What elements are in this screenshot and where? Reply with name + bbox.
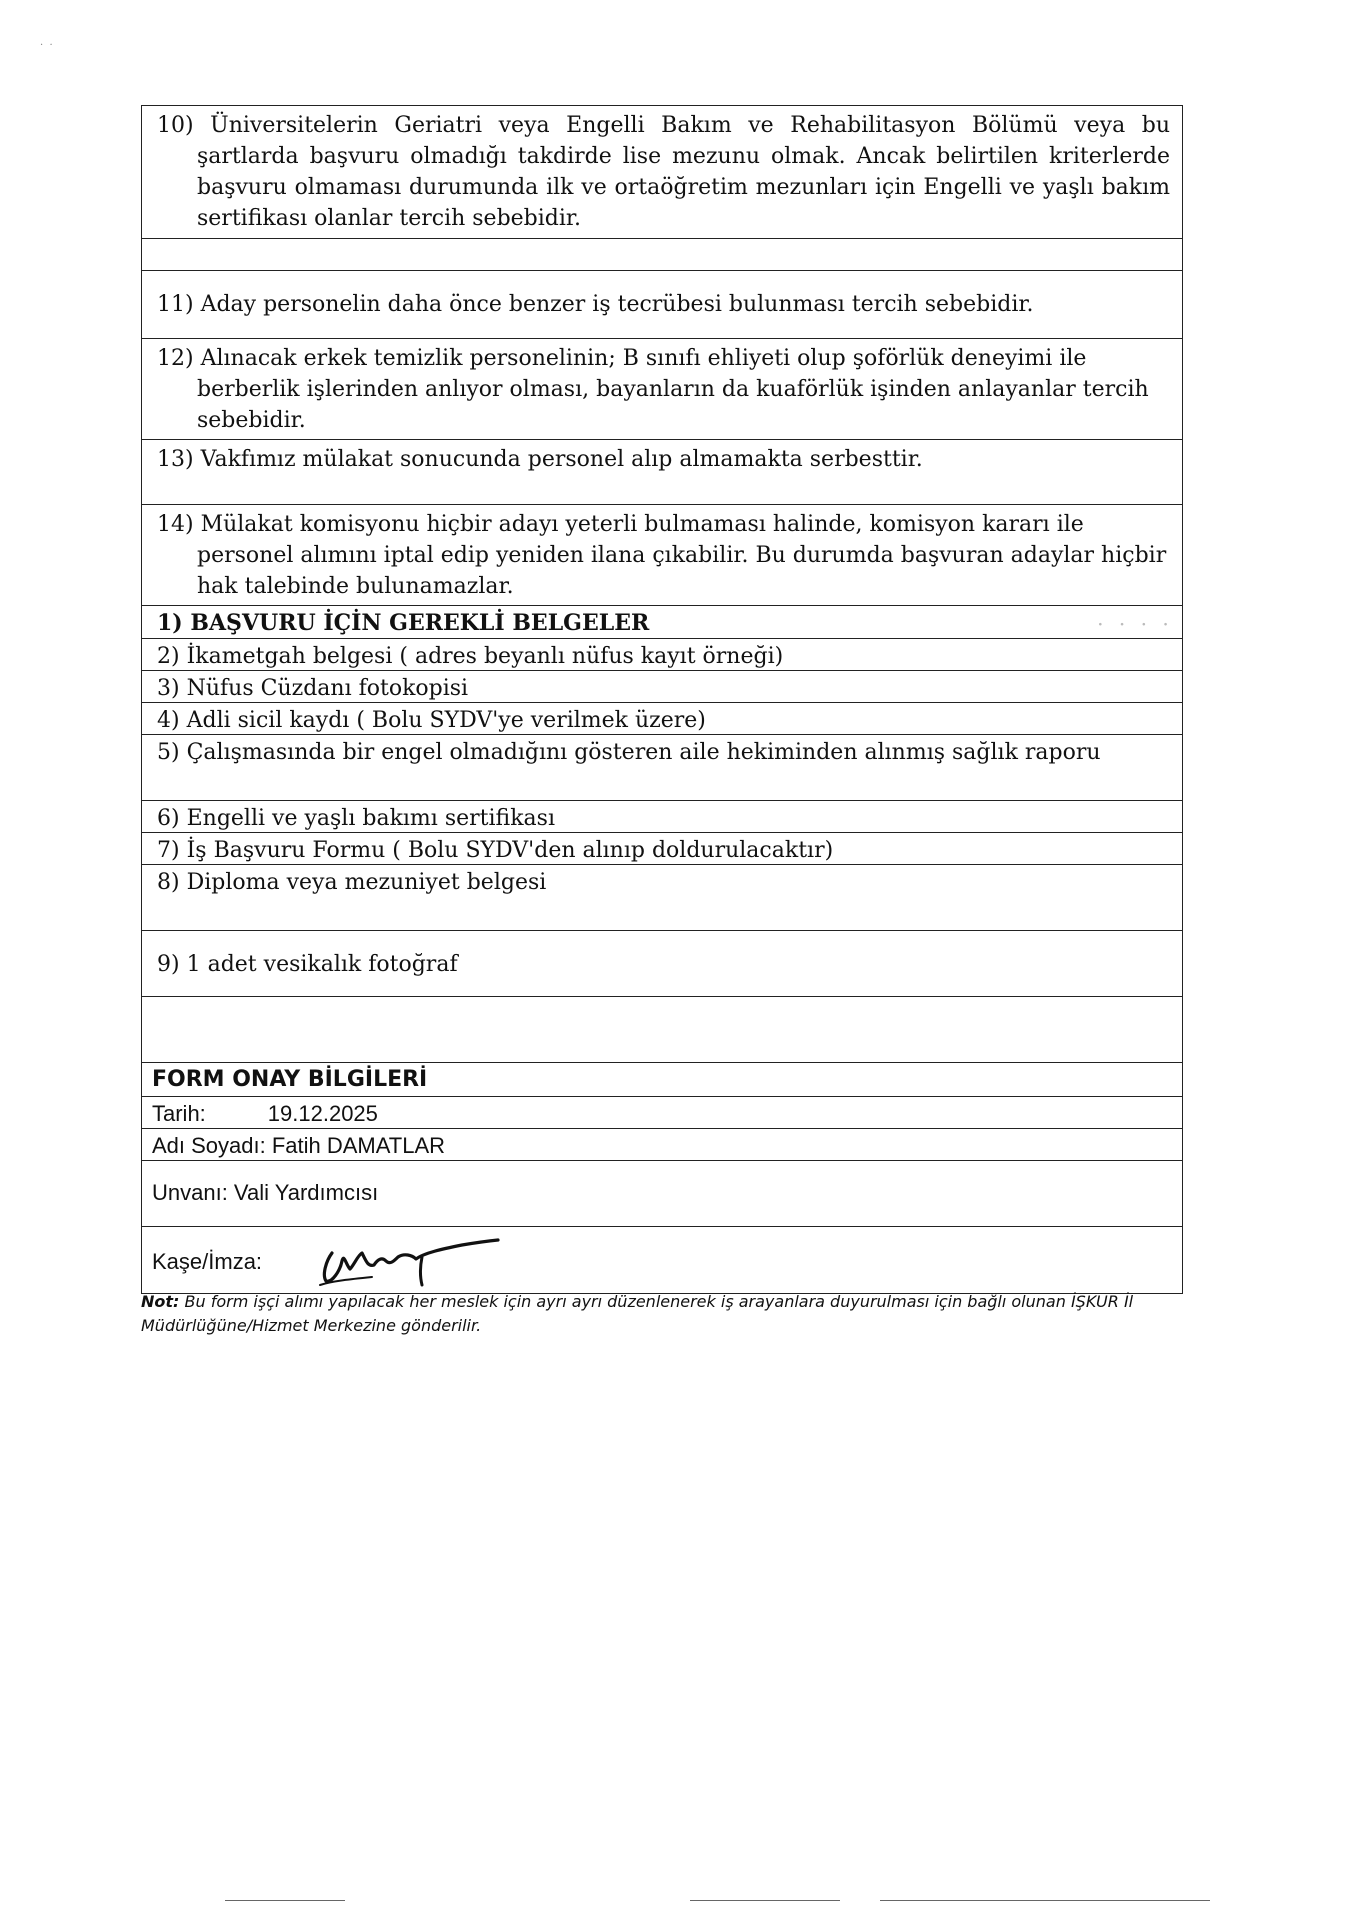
document-number: 7): [157, 838, 180, 863]
condition-number: 12): [157, 346, 194, 371]
signature-image: [312, 1231, 502, 1289]
scan-marks: · ·: [40, 40, 53, 51]
footnote-text: Bu form işçi alımı yapılacak her meslek için ayrı ayrı düzenlenerek iş arayanlara duyurulması için bağlı olunan İŞKUR İl Müdürlüğüne/Hizmet Merkezine gönderilir.: [141, 1292, 1134, 1335]
condition-text: Mülakat komisyonu hiçbir adayı yeterli bulmaması halinde, komisyon kararı ile personel alımını iptal edip yeniden ilana çıkabilir. Bu durumda başvuran adaylar hiçbir hak talebinde bulunamazlar.: [197, 512, 1167, 599]
document-item-4: [141, 703, 1183, 735]
stamp-signature-row: [141, 1227, 1183, 1294]
document-number: 3): [157, 676, 180, 701]
scan-edge-line: [690, 1900, 840, 1901]
condition-row-13: [141, 440, 1183, 505]
condition-row-11: [141, 271, 1183, 339]
date-value: 19.12.2025: [267, 1101, 378, 1126]
condition-number: 14): [157, 512, 194, 537]
documents-heading: BAŞVURU İÇİN GEREKLİ BELGELER: [190, 610, 650, 636]
full-name: Adı Soyadı: Fatih DAMATLAR: [152, 1133, 446, 1158]
document-number: 5): [157, 740, 180, 765]
empty-row: [141, 997, 1183, 1063]
form-approval-heading: FORM ONAY BİLGİLERİ: [152, 1067, 428, 1092]
document-item-2: [141, 639, 1183, 671]
form-approval-heading-row: [141, 1063, 1183, 1097]
footnote-label: Not:: [141, 1292, 180, 1311]
document-number: 4): [157, 708, 180, 733]
document-number: 6): [157, 806, 180, 831]
document-text: Adli sicil kaydı ( Bolu SYDV'ye verilmek üzere): [186, 708, 706, 733]
document-item-3: [141, 671, 1183, 703]
document-text: Nüfus Cüzdanı fotokopisi: [186, 676, 469, 701]
condition-number: 13): [157, 447, 194, 472]
job-title: Unvanı: Vali Yardımcısı: [152, 1180, 379, 1205]
condition-row-10: [141, 106, 1183, 239]
document-number: 9): [157, 952, 180, 977]
name-row: [141, 1129, 1183, 1161]
document-text: 1 adet vesikalık fotoğraf: [186, 952, 458, 977]
condition-row-12: [141, 339, 1183, 440]
title-row: [141, 1161, 1183, 1227]
document-text: Engelli ve yaşlı bakımı sertifikası: [186, 806, 555, 831]
date-row: [141, 1097, 1183, 1129]
document-text: Diploma veya mezuniyet belgesi: [186, 870, 547, 895]
scan-edge-line: [225, 1900, 345, 1901]
condition-text: Vakfımız mülakat sonucunda personel alıp almamakta serbesttir.: [200, 447, 923, 472]
document-item-6: [141, 801, 1183, 833]
stamp-signature-label: Kaşe/İmza:: [152, 1249, 263, 1274]
documents-heading-row: [141, 606, 1183, 639]
condition-number: 11): [157, 292, 194, 317]
conditions-table: [141, 105, 1183, 1294]
document-text: Çalışmasında bir engel olmadığını gösteren aile hekiminden alınmış sağlık raporu: [186, 740, 1101, 765]
condition-text: Aday personelin daha önce benzer iş tecrübesi bulunması tercih sebebidir.: [200, 292, 1034, 317]
footnote: [141, 1290, 1183, 1338]
condition-text: Alınacak erkek temizlik personelinin; B sınıfı ehliyeti olup şoförlük deneyimi ile berberlik işlerinden anlıyor olması, bayanların da kuaförlük işinden anlayanlar tercih sebebidir.: [197, 346, 1149, 433]
document-number: 2): [157, 644, 180, 669]
date-label: Tarih:: [152, 1101, 206, 1126]
document-text: İş Başvuru Formu ( Bolu SYDV'den alınıp doldurulacaktır): [186, 838, 834, 863]
scan-edge-line: [880, 1900, 1210, 1901]
document-number: 8): [157, 870, 180, 895]
empty-row: [141, 239, 1183, 271]
document-item-7: [141, 833, 1183, 865]
condition-text: Üniversitelerin Geriatri veya Engelli Bakım ve Rehabilitasyon Bölümü veya bu şartlarda başvuru olmadığı takdirde lise mezunu olmak. Ancak belirtilen kriterlerde başvuru olmaması durumunda ilk ve ortaöğretim mezunları için Engelli ve yaşlı bakım sertifikası olanlar tercih sebebidir.: [197, 113, 1170, 231]
scan-noise: · · · ·: [1097, 617, 1174, 633]
condition-row-14: [141, 505, 1183, 606]
document-item-9: [141, 931, 1183, 997]
document-item-8: [141, 865, 1183, 931]
document-text: İkametgah belgesi ( adres beyanlı nüfus kayıt örneği): [186, 644, 784, 669]
document-item-5: [141, 735, 1183, 801]
condition-number: 10): [157, 113, 194, 138]
documents-heading-number: 1): [157, 610, 183, 636]
